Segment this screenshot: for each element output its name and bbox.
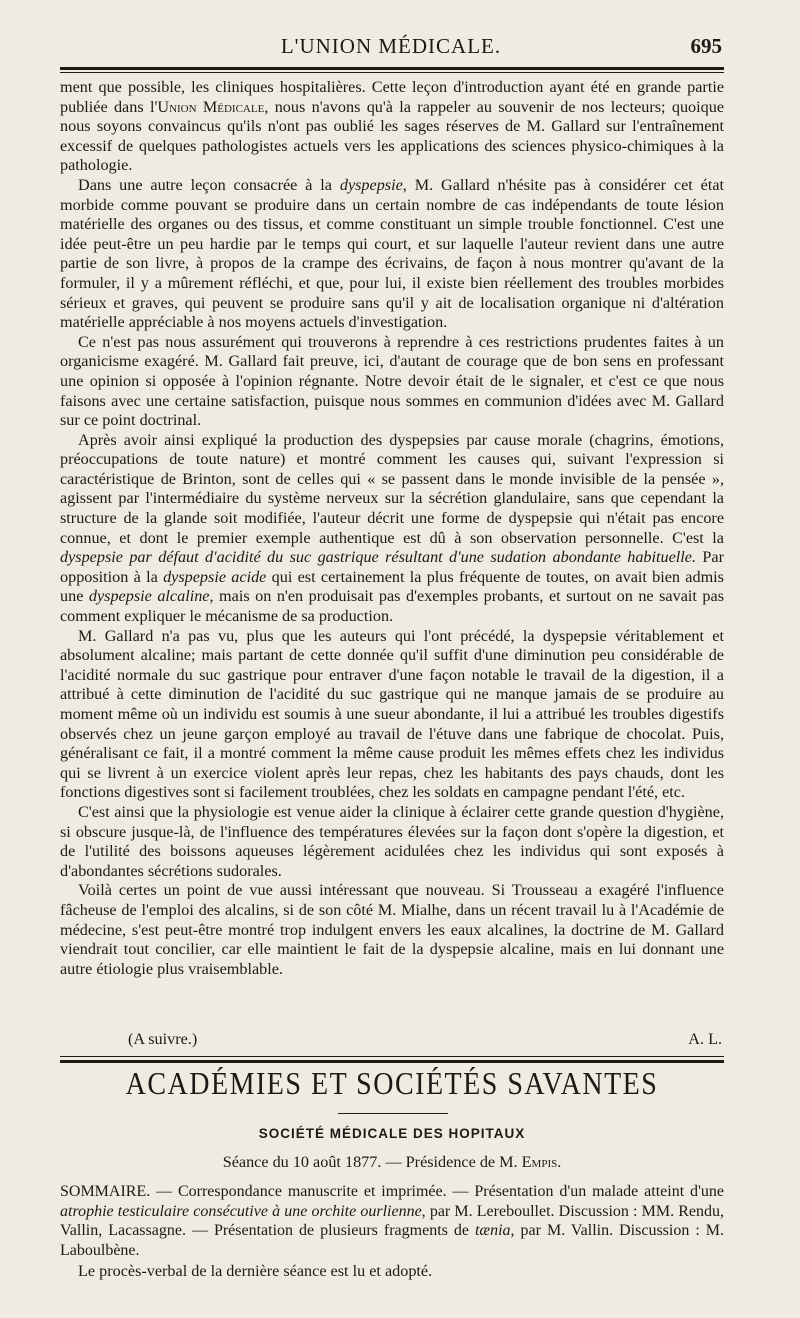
header-rule xyxy=(60,67,724,70)
section-divider xyxy=(338,1113,448,1114)
emphasis: atrophie testiculaire consécutive à une orchite ourlienne xyxy=(60,1202,422,1220)
summary-label: SOMMAIRE. xyxy=(60,1183,151,1200)
article-body xyxy=(60,78,724,979)
author-initials: A. L. xyxy=(688,1030,722,1048)
to-be-continued: (A suivre.) xyxy=(128,1030,198,1048)
paragraph: C'est ainsi que la physiologie est venue aider la clinique à éclairer cette grande question d'hygiène, si obscure jusque-là, de l'influence des températures élevées sur la façon dont s'opère la digestion, et de l'utilité des boissons aqueuses légèrement acidulées chez les individus qui sont exposés à d'abondantes sécrétions sudorales. xyxy=(60,802,724,880)
emphasis: dyspepsie acide xyxy=(163,567,267,586)
society-name: SOCIÉTÉ MÉDICALE DES HOPITAUX xyxy=(258,1126,526,1141)
paragraph: Ce n'est pas nous assurément qui trouverons à reprendre à ces restrictions prudentes faites à un organicisme exagéré. M. Gallard fait preuve, ici, d'autant de courage que de bon sens en professant une opinion si opposée à l'opinion régnante. Notre devoir était de le signaler, et c'est ce que nous faisons avec une certaine satisfaction, puisque nous sommes en communion d'idées avec M. Gallard sur ce point doctrinal. xyxy=(60,332,724,430)
president-name: Empis xyxy=(521,1153,558,1171)
paragraph: M. Gallard n'a pas vu, plus que les auteurs qui l'ont précédé, la dyspepsie véritablement et absolument alcaline; mais partant de cette donnée qu'il suffit d'une diminution peu considérable de l'acidité normale du suc gastrique pour entraver d'une façon notable le travail de la digestion, il a attribué à cette diminution de l'acidité du suc gastrique qui ne manque jamais de se produire au moment même où un individu est soumis à une sueur abondante, il lui a attribué les troubles digestifs observés chez un jeune garçon employé au travail de l'étuve dans une fabrique de chocolat. Puis, généralisant ce fait, il a montré comment la même cause produit les mêmes effets chez les individus qui se livrent à un exercice violent après leur repas, chez les habitants des pays chauds, dont les fonctions digestives sont si facilement troublées, chez les soldats en campagne pendant l'été, etc. xyxy=(60,626,724,802)
emphasis: dyspepsie alcaline xyxy=(88,587,210,606)
minutes-line: Le procès-verbal de la dernière séance est lu et adopté. xyxy=(78,1262,433,1280)
emphasis: tænia xyxy=(474,1222,511,1240)
journal-title: L'UNION MÉDICALE. xyxy=(280,34,502,58)
session-line: Séance du 10 août 1877. — Présidence de M. Empis. xyxy=(222,1153,562,1171)
emphasis: dyspepsie par défaut d'acidité du suc gastrique résultant d'une sudation abondante habituelle. xyxy=(60,548,697,567)
section-title: ACADÉMIES ET SOCIÉTÉS SAVANTES xyxy=(125,1067,659,1102)
emphasis: dyspepsie xyxy=(339,175,403,194)
header-rule-thin xyxy=(60,72,724,73)
article-signoff xyxy=(60,1030,724,1052)
page-number: 695 xyxy=(690,34,722,58)
section-rule-thin xyxy=(60,1056,724,1057)
page-header xyxy=(60,30,722,64)
paragraph: ment que possible, les cliniques hospitalières. Cette leçon d'introduction ayant été en grande partie publiée dans l'Union Médicale, nous n'avons qu'à la rappeler au souvenir de nos lecteurs; quoique nous soyons convaincus qu'ils n'ont pas oublié les sages réserves de M. Gallard sur l'entraînement excessif de quelques pathologistes actuels vers les applications des sciences physico-chimiques à la pathologie. xyxy=(60,78,725,175)
section-rule xyxy=(60,1060,724,1063)
paragraph: Voilà certes un point de vue aussi intéressant que nouveau. Si Trousseau a exagéré l'influence fâcheuse de l'emploi des alcalins, si de son côté M. Mialhe, dans un récent travail lu à l'Académie de médecine, s'est peut-être montré trop indulgent envers les eaux alcalines, la doctrine de M. Gallard viendrait tout concilier, car elle maintient le fait de la dyspepsie alcaline, mais en lui donnant une autre étiologie plus vraisemblable. xyxy=(60,881,724,978)
paragraph: Après avoir ainsi expliqué la production des dyspepsies par cause morale (chagrins, émotions, préoccupations de toute nature) et montré comment les causes qui, suivant l'expression si caractéristique de Brinton, sont de celles qui « se passent dans le monde invisible de la pensée », agissent par l'intermédiaire du système nerveux sur la sécrétion glandulaire, sans que cependant la structure de la glande soit modifiée, l'auteur décrit une forme de dyspepsie qui n'était pas encore connue, et dont le premier exemple authentique est dû à son observation personnelle. C'est la dyspepsie par défaut d'acidité du suc gastrique résultant d'une sudation abondante habituelle. Par opposition à la dyspepsie acide qui est certainement la plus fréquente de toutes, on avait bien admis une dyspepsie alcaline, mais on n'en produisait pas d'exemples probants, et surtout on ne savait pas comment expliquer le mécanisme de sa production. xyxy=(60,430,724,626)
paragraph: Dans une autre leçon consacrée à la dyspepsie, M. Gallard n'hésite pas à considérer cet état morbide comme pouvant se produire dans un certain nombre de cas indépendants de toute lésion matérielle des organes ou des tissus, et comme constituant un simple trouble fonctionnel. C'est une idée peut-être un peu hardie par le temps qui court, et sur laquelle l'auteur revient dans une autre partie de son livre, à propos de la crampe des écrivains, de façon à nous montrer qu'avant de la formuler, il y a mûrement réfléchi, et que, pour lui, il existe bien réellement des troubles morbides sérieux et graves, qui peuvent se produire sans qu'il y ait de localisation organique ni d'altération matérielle appréciable à nos moyens actuels d'investigation. xyxy=(60,175,725,332)
summary: SOMMAIRE. — Correspondance manuscrite et imprimée. — Présentation d'un malade atteint d'une atrophie testiculaire consécutive à une orchite ourlienne, par M. Lereboullet. Discussion : MM. Rendu, Vallin, Lacassagne. — Présentation de plusieurs fragments de tænia, par M. Vallin. Discussion : M. Laboulbène. xyxy=(60,1183,725,1259)
journal-name: Union Médicale xyxy=(157,97,265,116)
